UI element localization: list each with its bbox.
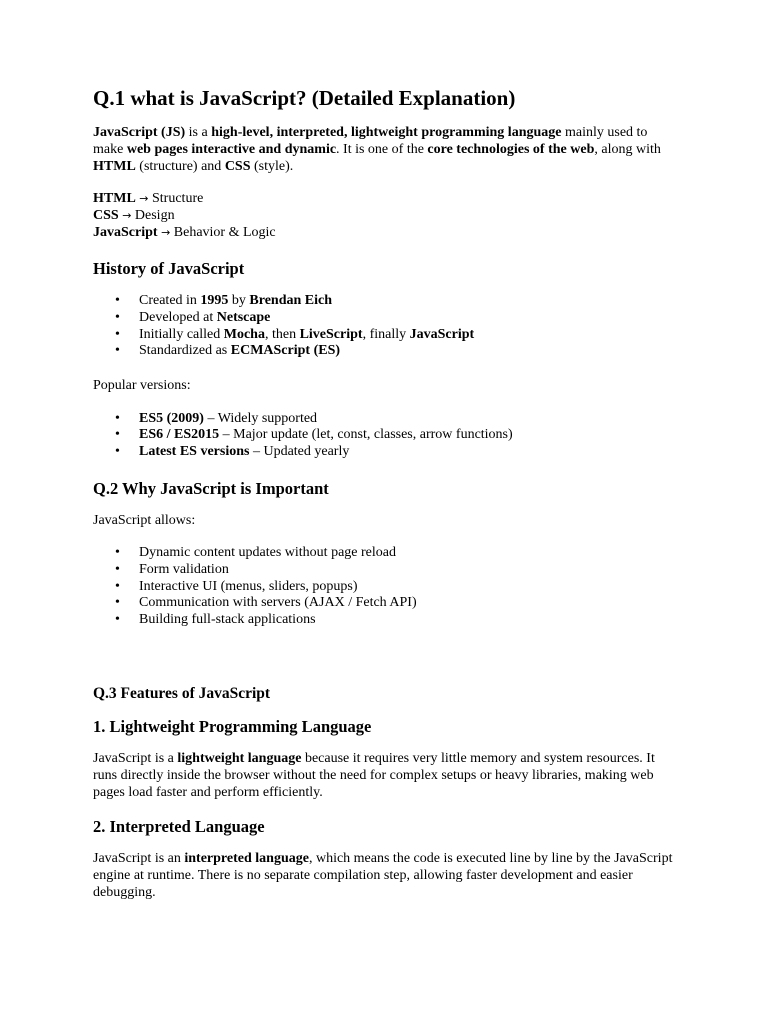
arrow-right-icon: → [139, 192, 149, 206]
list-item: • Latest ES versions – Updated yearly [115, 444, 350, 460]
q2-intro: JavaScript allows: [93, 512, 196, 528]
feature-2-paragraph: JavaScript is an interpreted language, which means the code is executed line by line by the JavaScript engine at runtime. There is no separate compilation step, allowing faster development and easier debugging. [93, 851, 673, 900]
list-item: • Initially called Mocha, then LiveScript, finally JavaScript [115, 326, 475, 342]
bullet-icon: • [115, 612, 120, 628]
q2-list [93, 545, 675, 629]
feature-1-heading: 1. Lightweight Programming Language [93, 717, 372, 737]
q2-heading: Q.2 Why JavaScript is Important [93, 478, 329, 498]
q3-heading: Q.3 Features of JavaScript [93, 684, 271, 702]
bullet-icon: • [115, 427, 120, 443]
list-item: • ES6 / ES2015 – Major update (let, const, classes, arrow functions) [115, 427, 513, 443]
bullet-icon: • [115, 578, 120, 594]
list-item: • Form validation [115, 562, 229, 578]
bullet-icon: • [115, 293, 120, 309]
versions-intro: Popular versions: [93, 378, 191, 394]
versions-list [93, 411, 675, 461]
feature-2-heading: 2. Interpreted Language [93, 817, 265, 837]
list-item: • Dynamic content updates without page reload [115, 545, 396, 561]
bullet-icon: • [115, 410, 120, 426]
bullet-icon: • [115, 444, 120, 460]
bullet-icon: • [115, 545, 120, 561]
bullet-icon: • [115, 562, 120, 578]
list-item: • Interactive UI (menus, sliders, popups) [115, 578, 358, 594]
list-item: • Standardized as ECMAScript (ES) [115, 343, 341, 359]
list-item: • Developed at Netscape [115, 309, 271, 325]
arrow-right-icon: → [161, 225, 171, 239]
feature-1-paragraph: JavaScript is a lightweight language because it requires very little memory and system resources. It runs directly inside the browser without the need for complex setups or heavy libraries, making web pages load faster and perform efficiently. [93, 751, 655, 800]
list-item: • Created in 1995 by Brendan Eich [115, 293, 333, 309]
list-item: • Communication with servers (AJAX / Fetch API) [115, 595, 417, 611]
bullet-icon: • [115, 309, 120, 325]
history-heading: History of JavaScript [93, 259, 245, 279]
page-title: Q.1 what is JavaScript? (Detailed Explanation) [93, 86, 516, 110]
role-list [93, 191, 675, 241]
list-item: • ES5 (2009) – Widely supported [115, 410, 318, 426]
bullet-icon: • [115, 595, 120, 611]
role-line: HTML → Structure [93, 191, 204, 207]
role-line: CSS → Design [93, 208, 175, 223]
history-list [93, 293, 675, 360]
bullet-icon: • [115, 343, 120, 359]
bullet-icon: • [115, 326, 120, 342]
arrow-right-icon: → [122, 209, 132, 222]
role-line: JavaScript → Behavior & Logic [93, 224, 276, 240]
list-item: • Building full-stack applications [115, 612, 316, 628]
intro-paragraph: JavaScript (JS) is a high-level, interpreted, lightweight programming language mainly used to make web pages interactive and dynamic. It is one of the core technologies of the web, along with HTML (structure) and CSS (style). [93, 125, 661, 174]
